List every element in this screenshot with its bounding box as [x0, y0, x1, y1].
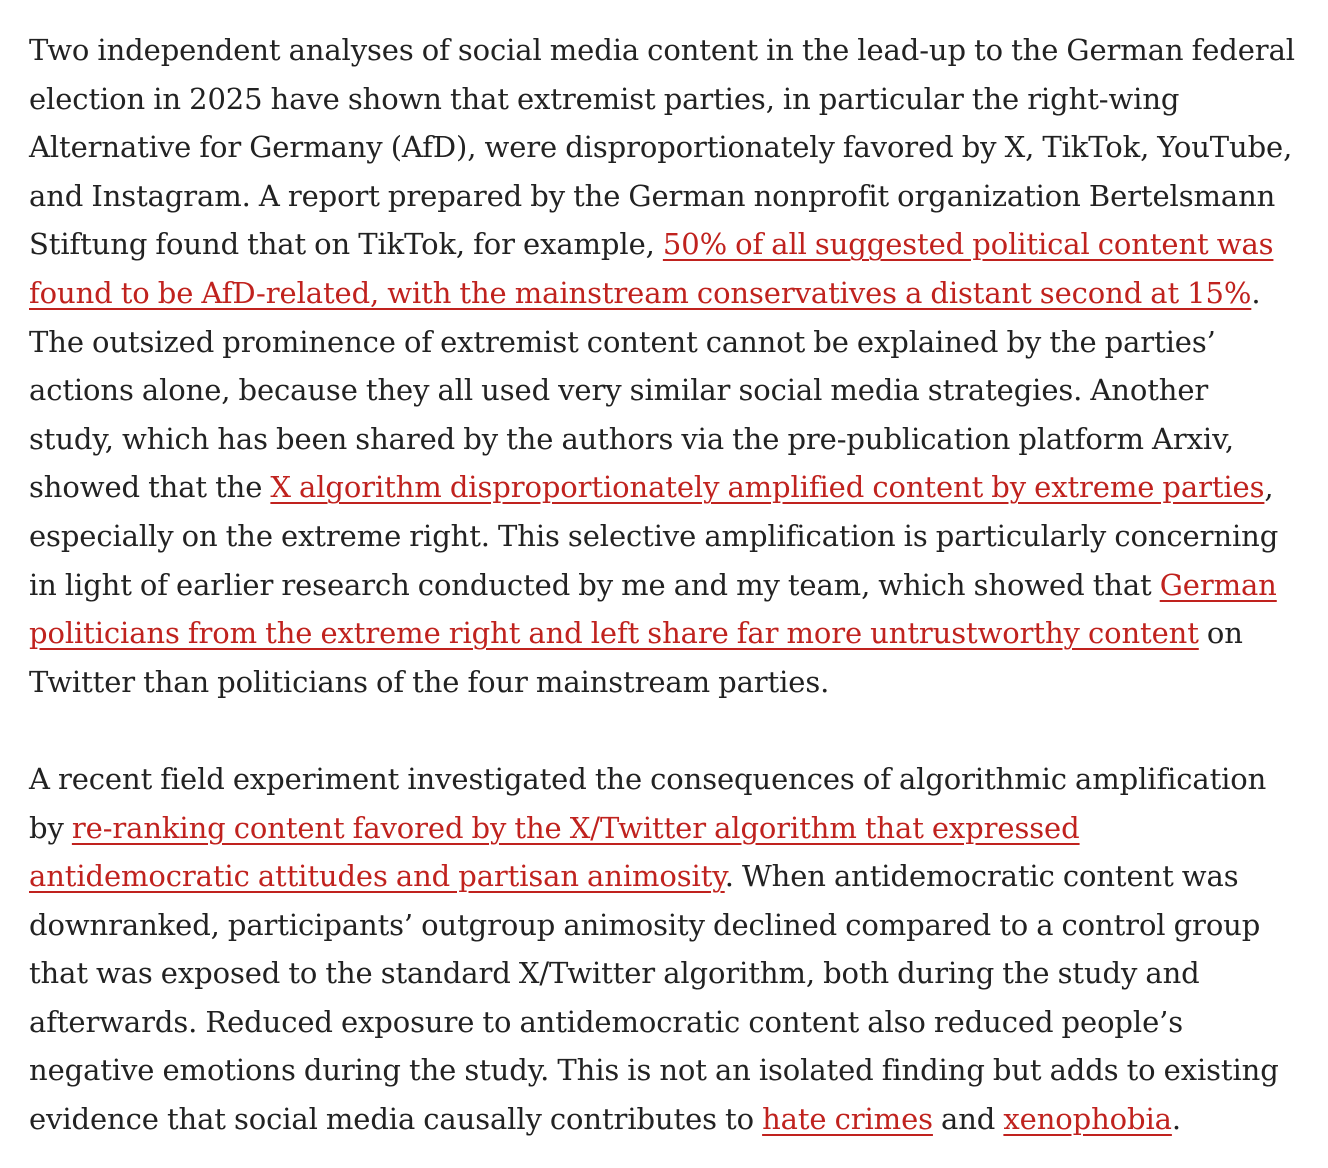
paragraph-text: . The outsized prominence of extremist content cannot be explained by the parties’ actions alone, because they all used very similar social media strategies. Another study, which has been shared by the authors via the pre-publication platform Arxiv, showed that the [29, 275, 1261, 505]
link-german-politicians-untrustworthy[interactable]: German politicians from the extreme right and left share far more untrustworthy content [29, 567, 1277, 651]
link-tiktok-afd-content[interactable]: 50% of all suggested political content was found to be AfD-related, with the mainstream conservatives a distant second at 15% [29, 227, 1274, 310]
paragraph-text: , especially on the extreme right. This selective amplification is particularly concerning in light of earlier research conducted by me and my team, which showed that [29, 470, 1279, 602]
paragraph-social-media-analyses [29, 26, 1298, 706]
link-x-algorithm-amplification[interactable]: X algorithm disproportionately amplified content by extreme parties [270, 470, 1265, 505]
paragraph-text: . [1171, 1102, 1181, 1137]
paragraph-field-experiment [29, 755, 1298, 1144]
paragraph-text: on Twitter than politicians of the four mainstream parties. [29, 616, 1243, 699]
paragraph-text: A recent field experiment investigated the consequences of algorithmic amplification by [29, 761, 1267, 845]
paragraph-text: . When antidemocratic content was downranked, participants’ outgroup animosity declined compared to a control group that was exposed to the standard X/Twitter algorithm, both during the study and afterwards. Reduced exposure to antidemocratic content also reduced people’s negative emotions during the study. This is not an isolated finding but adds to existing evidence that social media causally contributes to [29, 859, 1279, 1137]
link-re-ranking-content[interactable]: re-ranking content favored by the X/Twitter algorithm that expressed antidemocratic attitudes and partisan animosity [29, 810, 1080, 894]
link-hate-crimes[interactable]: hate crimes [762, 1102, 933, 1137]
link-xenophobia[interactable]: xenophobia [1003, 1102, 1172, 1137]
paragraph-text: Two independent analyses of social media content in the lead-up to the German federal election in 2025 have shown that extremist parties, in particular the right-wing Alternative for Germany (AfD), were disproportionately favored by X, TikTok, YouTube, and Instagram. A report prepared by the German nonprofit organization Bertelsmann Stiftung found that on TikTok, for example, [29, 33, 1295, 262]
paragraph-text: and [932, 1102, 1004, 1137]
